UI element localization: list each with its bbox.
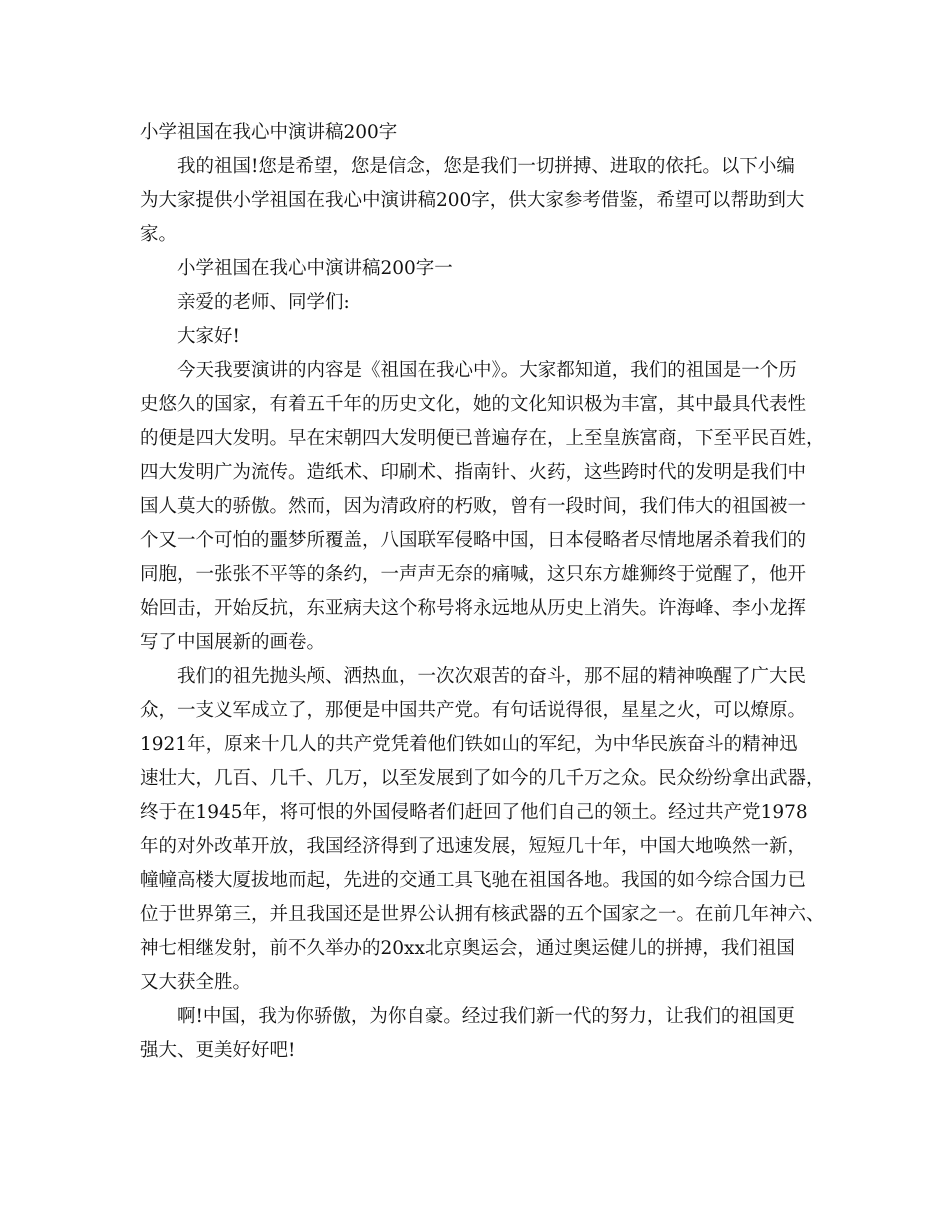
paragraph-line: 今天我要演讲的内容是《祖国在我心中》。大家都知道，我们的祖国是一个历	[177, 360, 797, 381]
intro-paragraph	[140, 150, 950, 252]
paragraph-line: 史悠久的国家，有着五千年的历史文化，她的文化知识极为丰富，其中最具代表性	[140, 394, 807, 415]
section-heading: 小学祖国在我心中演讲稿200字一	[177, 258, 453, 279]
paragraph-line: 国人莫大的骄傲。然而，因为清政府的朽败，曾有一段时间，我们伟大的祖国被一	[140, 496, 807, 517]
paragraph-line: 终于在1945年，将可恨的外国侵略者们赶回了他们自己的领土。经过共产党1978	[140, 802, 808, 823]
paragraph-line: 同胞，一张张不平等的条约，一声声无奈的痛喊，这只东方雄狮终于觉醒了，他开	[140, 564, 807, 585]
paragraph-line: 幢幢高楼大厦拔地而起，先进的交通工具飞驰在祖国各地。我国的如今综合国力已	[140, 870, 807, 891]
paragraph-line: 位于世界第三，并且我国还是世界公认拥有核武器的五个国家之一。在前几年神六、	[140, 904, 825, 925]
paragraph-line: 1921年，原来十几人的共产党凭着他们铁如山的军纪，为中华民族奋斗的精神迅	[140, 734, 798, 755]
intro-line: 家。	[140, 224, 178, 245]
paragraph-line: 速壮大，几百、几千、几万，以至发展到了如今的几千万之众。民众纷纷拿出武器，	[140, 768, 825, 789]
paragraph-line: 又大获全胜。	[140, 972, 252, 993]
salutation: 亲爱的老师、同学们:	[177, 292, 350, 313]
greeting: 大家好!	[177, 326, 240, 347]
paragraph-line: 始回击，开始反抗，东亚病夫这个称号将永远地从历史上消失。许海峰、李小龙挥	[140, 598, 807, 619]
paragraph-line: 啊!中国，我为你骄傲，为你自豪。经过我们新一代的努力，让我们的祖国更	[177, 1006, 795, 1027]
paragraph-line: 四大发明广为流传。造纸术、印刷术、指南针、火药，这些跨时代的发明是我们中	[140, 462, 807, 483]
paragraph-line: 众，一支义军成立了，那便是中国共产党。有句话说得很，星星之火，可以燎原。	[140, 700, 807, 721]
salutation-block	[140, 286, 950, 320]
paragraph-line: 写了中国展新的画卷。	[140, 632, 326, 653]
document-title: 小学祖国在我心中演讲稿200字	[140, 122, 398, 143]
body-paragraph-1	[140, 354, 950, 660]
greeting-block	[140, 320, 950, 354]
body-paragraph-2	[140, 660, 950, 1000]
section-heading-block	[140, 252, 950, 286]
body-paragraph-3	[140, 1000, 950, 1068]
paragraph-line: 年的对外改革开放，我国经济得到了迅速发展，短短几十年，中国大地唤然一新，	[140, 836, 807, 857]
intro-line: 我的祖国!您是希望，您是信念，您是我们一切拼搏、进取的依托。以下小编	[177, 156, 795, 177]
paragraph-line: 我们的祖先抛头颅、洒热血，一次次艰苦的奋斗，那不屈的精神唤醒了广大民	[177, 666, 807, 687]
paragraph-line: 强大、更美好好吧!	[140, 1040, 296, 1061]
paragraph-line: 个又一个可怕的噩梦所覆盖，八国联军侵略中国，日本侵略者尽情地屠杀着我们的	[140, 530, 807, 551]
paragraph-line: 的便是四大发明。早在宋朝四大发明便已普遍存在，上至皇族富商，下至平民百姓，	[140, 428, 825, 449]
paragraph-line: 神七相继发射，前不久举办的20xx北京奥运会，通过奥运健儿的拼搏，我们祖国	[140, 938, 795, 959]
intro-line: 为大家提供小学祖国在我心中演讲稿200字，供大家参考借鉴，希望可以帮助到大	[140, 190, 805, 211]
